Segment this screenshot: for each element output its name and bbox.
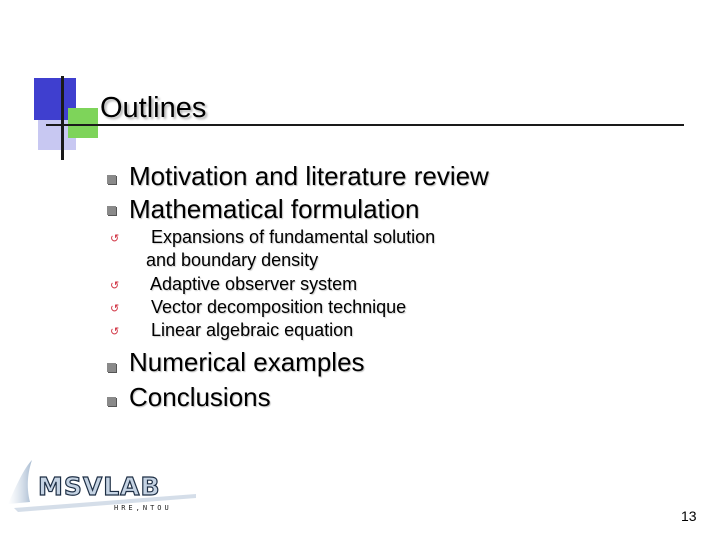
list-item-text: Vector decomposition technique xyxy=(141,297,407,317)
list-item-text: Mathematical formulation xyxy=(129,194,420,224)
square-bullet-icon xyxy=(107,397,116,406)
list-item-text: Numerical examples xyxy=(129,347,365,377)
square-bullet-icon xyxy=(107,175,116,184)
arrow-bullet-icon: ↺ xyxy=(110,280,120,292)
list-item-text: Motivation and literature review xyxy=(129,161,489,191)
square-bullet-icon xyxy=(107,363,116,372)
decorative-square-green xyxy=(68,108,98,138)
msvlab-logo xyxy=(6,456,206,520)
list-item-text: Adaptive observer system xyxy=(141,274,358,294)
arrow-bullet-icon: ↺ xyxy=(110,233,120,245)
arrow-bullet-icon: ↺ xyxy=(110,326,120,338)
decorative-vertical-line xyxy=(61,76,64,160)
logo-subtitle: HRE,NTOU xyxy=(114,504,172,512)
page-number: 13 xyxy=(681,508,697,524)
list-item-text: Expansions of fundamental solution and boundary density xyxy=(146,227,436,270)
list-item-text: Linear algebraic equation xyxy=(141,320,354,340)
slide-title: Outlines xyxy=(100,92,207,124)
square-bullet-icon xyxy=(107,206,116,215)
list-item-text: Conclusions xyxy=(129,382,271,412)
logo-text: MSVLAB xyxy=(38,472,161,501)
arrow-bullet-icon: ↺ xyxy=(110,303,120,315)
